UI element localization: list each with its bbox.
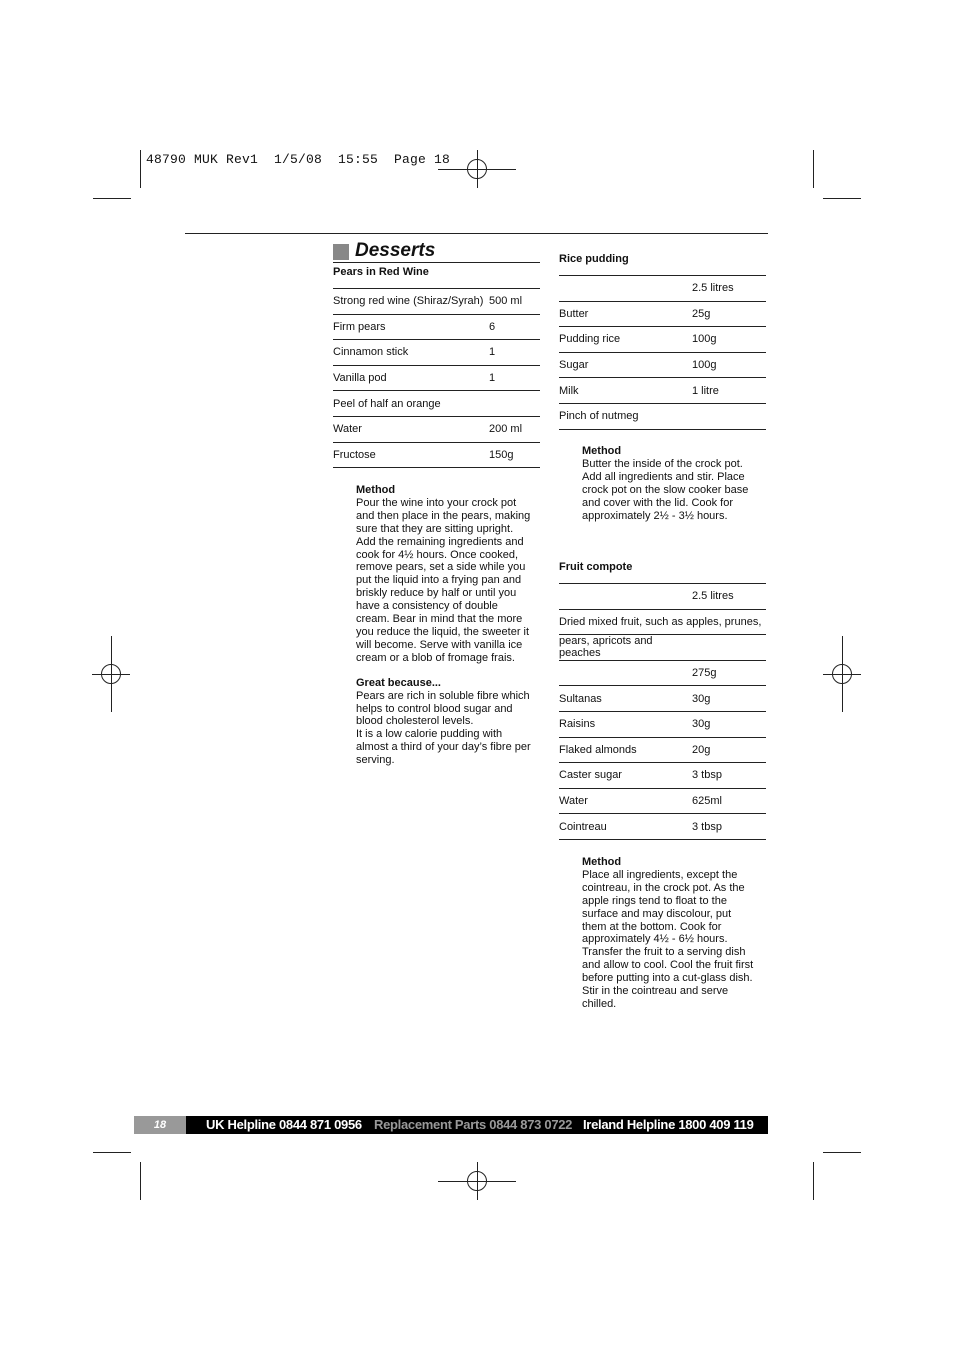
- section-title-text: Desserts: [355, 240, 436, 261]
- registration-line: [111, 636, 112, 712]
- method-text-line: and allow to cool. Cool the fruit first: [582, 959, 754, 972]
- ingredient-quantity: 30g: [692, 711, 766, 737]
- ingredient-row: [559, 660, 766, 686]
- method-text-line: Stir in the cointreau and serve: [582, 985, 729, 998]
- ingredient-name: pears, apricots and peaches: [559, 635, 692, 661]
- method-text-line: Add all ingredients and stir. Place: [582, 470, 745, 483]
- ingredient-name: [559, 660, 692, 686]
- ingredient-quantity: 3 tbsp: [692, 814, 766, 840]
- ingredient-row: [559, 276, 766, 302]
- method-text-line: crock pot on the slow cooker base: [582, 483, 749, 496]
- ingredient-name: Water: [559, 788, 692, 814]
- method-text-line: Butter the inside of the crock pot.: [582, 457, 743, 470]
- ingredient-row: [559, 352, 766, 378]
- ingredient-row: [333, 391, 540, 417]
- ingredient-row: [559, 584, 766, 610]
- ingredient-row: [333, 365, 540, 391]
- great-because-text-line: serving.: [356, 754, 395, 767]
- method-text-line: approximately 4½ - 6½ hours.: [582, 933, 728, 946]
- ingredient-name: Vanilla pod: [333, 365, 489, 391]
- crop-mark: [140, 150, 141, 188]
- ingredient-name: Strong red wine (Shiraz/Syrah): [333, 289, 489, 315]
- ingredient-quantity: 6: [489, 314, 540, 340]
- ingredient-name: Pinch of nutmeg: [559, 403, 692, 429]
- ingredient-name: Dried mixed fruit, such as apples, prunes,: [559, 609, 766, 635]
- method-text-line: have a consistency of double: [356, 600, 498, 613]
- ingredient-quantity: [692, 403, 766, 429]
- ingredient-name: Caster sugar: [559, 763, 692, 789]
- ingredient-name: [559, 276, 692, 302]
- section-title: [333, 242, 540, 263]
- registration-line: [438, 169, 516, 170]
- ingredient-name: Raisins: [559, 711, 692, 737]
- ingredient-quantity: 1 litre: [692, 378, 766, 404]
- method-text-line: approximately 2½ - 3½ hours.: [582, 509, 728, 522]
- page-number: 18: [134, 1116, 186, 1134]
- method-pears: [356, 484, 544, 767]
- ingredient-row: [559, 788, 766, 814]
- registration-line: [842, 636, 843, 712]
- ingredient-row: [333, 289, 540, 315]
- ingredient-row: [559, 814, 766, 840]
- ingredient-quantity: 150g: [489, 442, 540, 468]
- method-heading: Method: [582, 856, 622, 868]
- recipe-title-pears: Pears in Red Wine: [333, 266, 429, 278]
- great-because-text-line: It is a low calorie pudding with: [356, 728, 503, 741]
- ingredient-name: Butter: [559, 301, 692, 327]
- ingredient-name: Sultanas: [559, 686, 692, 712]
- ingredient-quantity: 500 ml: [489, 289, 540, 315]
- crop-mark: [93, 198, 131, 199]
- method-text-line: Place all ingredients, except the: [582, 868, 738, 881]
- uk-helpline: UK Helpline 0844 871 0956: [206, 1117, 362, 1132]
- method-text-line: cream. Bear in mind that the more: [356, 613, 523, 626]
- recipe-title-rice: Rice pudding: [559, 253, 629, 265]
- ingredients-table-rice: [559, 275, 766, 430]
- ingredient-row: [559, 763, 766, 789]
- ingredient-row: [559, 635, 766, 661]
- ireland-helpline: Ireland Helpline 1800 409 119: [583, 1117, 754, 1132]
- ingredient-quantity: 100g: [692, 327, 766, 353]
- method-compote: [582, 856, 768, 1011]
- crop-mark: [140, 1162, 141, 1200]
- ingredients-table-compote: [559, 583, 766, 840]
- method-text-line: and cover with the lid. Cook for: [582, 496, 734, 509]
- replacement-parts: Replacement Parts 0844 873 0722: [374, 1117, 573, 1132]
- method-text-line: apple rings tend to float to the: [582, 894, 727, 907]
- ingredient-name: Fructose: [333, 442, 489, 468]
- method-text-line: briskly reduce by half or until you: [356, 587, 517, 600]
- ingredient-name: Firm pears: [333, 314, 489, 340]
- method-heading: Method: [582, 445, 622, 457]
- method-text-line: Add the remaining ingredients and: [356, 535, 524, 548]
- crop-mark: [93, 1152, 131, 1153]
- ingredient-row: [333, 442, 540, 468]
- ingredient-quantity: 20g: [692, 737, 766, 763]
- ingredient-row: [559, 609, 766, 635]
- ingredients-table-pears: [333, 288, 540, 468]
- title-square-icon: [333, 244, 349, 260]
- ingredient-quantity: [692, 635, 766, 661]
- crop-mark: [813, 150, 814, 188]
- ingredient-name: Cointreau: [559, 814, 692, 840]
- ingredient-quantity: 30g: [692, 686, 766, 712]
- great-because-text-line: almost a third of your day’s fibre per: [356, 741, 531, 754]
- great-because-text-line: Pears are rich in soluble fibre which: [356, 689, 530, 702]
- ingredient-quantity: 275g: [692, 660, 766, 686]
- method-text-line: will become. Serve with vanilla ice: [356, 638, 523, 651]
- ingredient-name: Pudding rice: [559, 327, 692, 353]
- ingredient-quantity: 25g: [692, 301, 766, 327]
- recipe-title-compote: Fruit compote: [559, 561, 633, 573]
- ingredient-quantity: 100g: [692, 352, 766, 378]
- crop-mark: [823, 1152, 861, 1153]
- ingredient-quantity: 625ml: [692, 788, 766, 814]
- ingredient-row: [333, 314, 540, 340]
- footer-bar: [134, 1116, 768, 1134]
- method-text-line: remove pears, set a side while you: [356, 561, 526, 574]
- ingredient-name: Milk: [559, 378, 692, 404]
- ingredient-quantity: 2.5 litres: [692, 276, 766, 302]
- method-rice: [582, 445, 768, 522]
- ingredient-row: [559, 711, 766, 737]
- great-because-text-line: blood cholesterol levels.: [356, 715, 474, 728]
- method-text-line: before putting into a cut-glass dish.: [582, 972, 753, 985]
- ingredient-name: Sugar: [559, 352, 692, 378]
- method-text-line: and then place in the pears, making: [356, 509, 531, 522]
- crop-mark: [823, 198, 861, 199]
- print-slug: 48790 MUK Rev1 1/5/08 15:55 Page 18: [146, 152, 451, 167]
- method-text-line: Transfer the fruit to a serving dish: [582, 946, 746, 959]
- method-text-line: sure that they are sitting upright.: [356, 522, 514, 535]
- ingredient-quantity: 1: [489, 365, 540, 391]
- ingredient-row: [559, 403, 766, 429]
- method-text-line: chilled.: [582, 997, 617, 1010]
- ingredient-row: [559, 327, 766, 353]
- method-text-line: surface and may discolour, put: [582, 907, 732, 920]
- ingredient-row: [559, 378, 766, 404]
- registration-line: [438, 1181, 516, 1182]
- method-text-line: cointreau, in the crock pot. As the: [582, 881, 745, 894]
- method-text-line: cream or a blob of fromage frais.: [356, 651, 515, 664]
- ingredient-row: [333, 340, 540, 366]
- method-text-line: you reduce the liquid, the sweeter it: [356, 625, 530, 638]
- ingredient-name: Water: [333, 416, 489, 442]
- ingredient-quantity: 200 ml: [489, 416, 540, 442]
- crop-mark: [813, 1162, 814, 1200]
- ingredient-row: [333, 416, 540, 442]
- ingredient-row: [559, 686, 766, 712]
- header-rule: [185, 233, 768, 234]
- ingredient-name: Peel of half an orange: [333, 391, 489, 417]
- method-text-line: them at the bottom. Cook for: [582, 920, 722, 933]
- ingredient-name: [559, 584, 692, 610]
- ingredient-quantity: [489, 391, 540, 417]
- ingredient-name: Cinnamon stick: [333, 340, 489, 366]
- ingredient-row: [559, 301, 766, 327]
- method-text-line: put the liquid into a frying pan and: [356, 574, 522, 587]
- ingredient-row: [559, 737, 766, 763]
- great-because-text-line: helps to control blood sugar and: [356, 702, 513, 715]
- method-text-line: Pour the wine into your crock pot: [356, 496, 517, 509]
- ingredient-name: Flaked almonds: [559, 737, 692, 763]
- method-text-line: cook for 4½ hours. Once cooked,: [356, 548, 519, 561]
- method-heading: Method: [356, 484, 396, 496]
- ingredient-quantity: 1: [489, 340, 540, 366]
- great-because-heading: Great because...: [356, 676, 441, 689]
- ingredient-quantity: 2.5 litres: [692, 584, 766, 610]
- ingredient-quantity: 3 tbsp: [692, 763, 766, 789]
